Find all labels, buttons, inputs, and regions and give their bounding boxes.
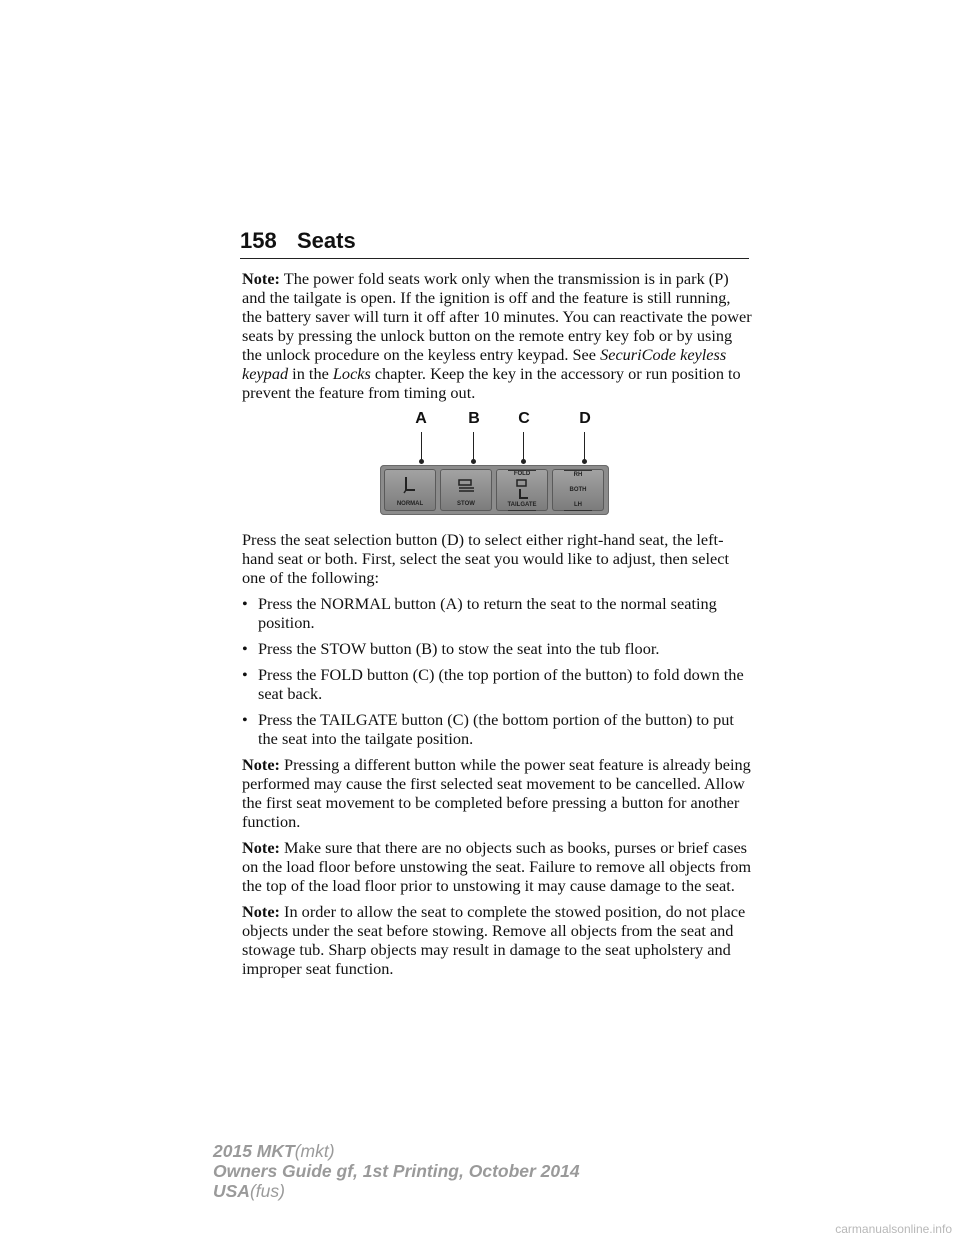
lh-indicator-line: [564, 510, 592, 511]
note-text: chapter. Keep the key in the accessory or run position to prevent the feature from timing out.: [242, 364, 741, 402]
seat-stow-icon: [456, 477, 476, 495]
fold-label: FOLD: [513, 471, 531, 477]
callout-a: A: [415, 410, 427, 427]
tailgate-indicator-line: [508, 510, 536, 511]
callout-dot-c: [521, 459, 526, 464]
callout-leader-d: [584, 432, 585, 462]
normal-label: NORMAL: [396, 501, 424, 507]
callout-b: B: [468, 410, 480, 427]
list-item: [242, 710, 752, 748]
note-label: Note:: [242, 755, 280, 774]
cross-reference-locks: Locks: [332, 364, 371, 383]
cross-reference-keypad: SecuriCode keyless keypad: [242, 345, 727, 383]
seat-fold-icon: [514, 479, 530, 501]
header-rule: [240, 258, 749, 259]
note-label: Note:: [242, 838, 280, 857]
note-text: In order to allow the seat to complete the stowed position, do not place objects under the seat before stowing. Remove all objects from the seat and stowage tub. Sharp objects may result in damage to the seat upholstery and improper seat function.: [242, 902, 746, 978]
callout-d: D: [579, 410, 591, 427]
callout-dot-d: [582, 459, 587, 464]
bullet-icon: •: [242, 639, 248, 658]
seat-control-panel: [380, 465, 609, 515]
list-item: [242, 639, 752, 658]
main-content: [242, 530, 752, 985]
list-item-text: Press the FOLD button (C) (the top portion of the button) to fold down the seat back.: [258, 665, 744, 703]
callout-c: C: [518, 410, 530, 427]
footer-model: 2015 MKT: [213, 1141, 295, 1161]
both-label: BOTH: [569, 487, 587, 493]
callout-dot-a: [419, 459, 424, 464]
bullet-icon: •: [242, 665, 248, 684]
footer-market: USA: [213, 1181, 250, 1201]
list-item: [242, 594, 752, 632]
stow-label: STOW: [457, 501, 475, 507]
intro-note: [242, 269, 752, 402]
callout-leader-b: [473, 432, 474, 462]
footer-market-code: (fus): [249, 1181, 285, 1201]
list-item: [242, 665, 752, 703]
rh-indicator-line: [564, 470, 592, 471]
note-paragraph: [242, 755, 752, 831]
list-item-text: Press the STOW button (B) to stow the seat into the tub floor.: [258, 639, 660, 658]
print-footer: [213, 1141, 580, 1201]
note-text: Pressing a different button while the power seat feature is already being performed may cause the first selected seat movement to be cancelled. Allow the first seat movement to be completed before pressing a button for another function.: [242, 755, 751, 831]
note-label: Note:: [242, 269, 280, 288]
fold-indicator-line: [508, 470, 536, 471]
note-paragraph: [242, 838, 752, 895]
footer-printing: Owners Guide gf, 1st Printing, October 2014: [213, 1161, 580, 1181]
page-header: [240, 228, 750, 258]
seat-select-button: [552, 469, 604, 511]
list-item-text: Press the TAILGATE button (C) (the bottom portion of the button) to put the seat into the tailgate position.: [258, 710, 734, 748]
page-number: 158: [240, 228, 277, 253]
seat-upright-icon: [402, 475, 418, 495]
note-label: Note:: [242, 902, 280, 921]
step-list: [242, 594, 752, 748]
note-paragraph: [242, 902, 752, 978]
watermark: carmanualsonline.info: [835, 1222, 952, 1236]
fold-tailgate-button: [496, 469, 548, 511]
callout-dot-b: [471, 459, 476, 464]
callout-leader-a: [421, 432, 422, 462]
note-text: Make sure that there are no objects such as books, purses or brief cases on the load floor before unstowing the seat. Failure to remove all objects from the top of the load floor prior to unstowing it may cause damage to the seat.: [242, 838, 752, 895]
note-text: The power fold seats work only when the transmission is in park (P) and the tailgate is open. If the ignition is off and the feature is still running, the battery saver will turn it off after 10 minutes. You can reactivate the power seats by pressing the unlock button on the remote entry key fob or by using the unlock procedure on the keyless entry keypad. See: [242, 269, 752, 364]
lh-label: LH: [574, 502, 582, 508]
section-title: Seats: [297, 228, 356, 253]
note-text: in the: [288, 364, 333, 383]
list-item-text: Press the NORMAL button (A) to return the seat to the normal seating position.: [258, 594, 717, 632]
normal-button: [384, 469, 436, 511]
stow-button: [440, 469, 492, 511]
footer-model-code: (mkt): [294, 1141, 335, 1161]
seat-control-panel-figure: [380, 410, 610, 516]
bullet-icon: •: [242, 594, 248, 613]
callout-leader-c: [523, 432, 524, 462]
instruction-paragraph: Press the seat selection button (D) to select either right-hand seat, the left-hand seat or both. First, select the seat you would like to adjust, then select one of the following:: [242, 530, 729, 587]
tailgate-label: TAILGATE: [507, 502, 537, 508]
rh-label: RH: [573, 472, 583, 478]
bullet-icon: •: [242, 710, 248, 729]
